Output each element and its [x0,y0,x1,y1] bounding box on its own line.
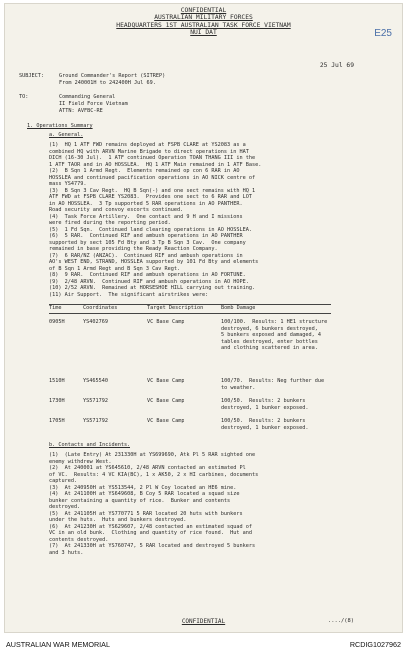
row-2-damage: 100/70. Results: Neg further due to weather. [221,378,325,391]
row-3-damage: 100/50. Results: 2 bunkers destroyed, 1 bunker exposed. [221,398,309,411]
th-coordinates: Coordinates [83,305,118,311]
row-1-time: 0905H [49,319,65,325]
row-1-damage: 100/100. Results: 1 HE1 structure destroyed, 6 bunkers destroyed, 5 bunkers exposed and damaged, 4 tables destroyed, enter bottles and clothing scattered in area. [221,319,328,351]
to-line-1: Commanding General [59,94,116,100]
row-2-target: VC Base Camp [147,378,185,384]
classification-top: CONFIDENTIAL [180,7,227,14]
to-line-2: II Field Force Vietnam [59,101,128,107]
section-1a-title: a. General. [49,132,84,138]
table-rule-bottom [49,313,331,314]
header-line-2: AUSTRALIAN MILITARY FORCES [154,14,253,22]
page-tag: E25 [374,28,392,39]
row-3-time: 1730H [49,398,65,404]
th-damage: Bomb Damage [221,305,256,311]
row-4-coord: YS571792 [83,418,108,424]
document-page [5,4,402,632]
subject-label: SUBJECT: [19,73,44,79]
document-header [5,7,402,37]
header-line-4: NUI DAT [190,29,217,37]
section-1-title: 1. Operations Summary [27,123,93,129]
section-1b-title: b. Contacts and Incidents. [49,442,131,448]
header-line-3: HEADQUARTERS 1ST AUSTRALIAN TASK FORCE VIETNAM [116,21,291,29]
general-paragraphs: (1) HQ 1 ATF FWD remains deployed at FSPB CLARE at YS2083 as a combined HQ with ARVN Marine Brigade to direct operations in HAT DICH (16-30 Jul). 1 ATF continued Operation TOAN THANG III in the 1 ATF TAOR and in AO HOSSLEA. HQ 1 ATF Main remained in 1 ATF Base. (2) B Sqn 1 Armd Regt. Elements remained op con 6 RAR in AO HOSSLEA and continued pacification operations in AO NICK centre of mass YS4779. (3) B Sqn 3 Cav Regt. HQ B Sqn(-) and one sect remains with HQ 1 ATF FWD at FSPB CLARE YS2083. Provides one sect to 6 RAR and LOT in AO HOSSLEA. 3 Tp supported 5 RAR operations in AO PANTHER. Road security and convoy escorts continued. (4) Task Force Artillery. One contact and 9 H and I missions were fired during the reporting period. (5) 1 Fd Sqn. Continued land clearing operations in AO HOSSLEA. (6) 5 RAR. Continued RIF and ambush operations in AO PANTHER supported by sect 105 Fd Bty and 3 Tp B Sqn 3 Cav. One company remained in base providing the Ready Reaction Company. (7) 6 RAR/NZ (ANZAC). Continued RIF and ambush operations in AO's WEST END, STRAND, HOSSLEA supported by 101 Fd Bty and elements of B Sqn 1 Armd Regt and B Sqn 3 Cav Regt. (8) 9 RAR. Continued RIF and ambush operations in AO FORTUNE. (9) 2/48 ARVN. Continued RIF and ambush operations in AO HOPE. (10) 2/52 ARVN. Remained at HORSESHOE HILL carrying out training. (11) Air Support. The significant airstrikes were: [49,142,262,298]
archive-id: RCDIG1027962 [349,640,401,649]
th-time: Time [49,305,62,311]
row-3-target: VC Base Camp [147,398,185,404]
row-2-coord: YS465540 [83,378,108,384]
row-4-damage: 100/50. Results: 2 bunkers destroyed, 1 bunker exposed. [221,418,309,431]
to-label: TO: [19,94,29,100]
row-2-time: 1510H [49,378,65,384]
row-3-coord: YS571792 [83,398,108,404]
subject-line-2: From 240001H to 242400H Jul 69. [59,80,156,86]
archive-name: AUSTRALIAN WAR MEMORIAL [6,640,110,649]
contacts-paragraphs: (1) (Late Entry) At 231330H at YS699690, Atk Pl 5 RAR sighted one enemy withdrew West. (2) At 240001 at YS645610, 2/48 ARVN contacted an estimated Pl of VC. Results: 4 VC KIA(BC), 1 x AK50, 2 x HI carbines, documents captured. (3) At 240950H at YS513544, 2 Pl W Coy located an HE6 mine. (4) At 241100H at YS649608, B Coy 5 RAR located a squad size bunker containing a quantity of rice. Bunker and contents destroyed. (5) At 241105H at YS770771 5 RAR located 20 huts with bunkers under the huts. Huts and bunkers destroyed. (6) At 241230H at YS629607, 2/48 contacted an estimated squad of VC in an old bunk. Clothing and quantity of rice found. Hut and contents destroyed. (7) At 241330H at YS760747, 5 RAR located and destroyed 5 bunkers and 3 huts. [49,452,259,556]
to-line-3: ATTN: AVFBC-RE [59,108,103,114]
classification-bottom: CONFIDENTIAL [181,618,226,625]
row-1-coord: YS402769 [83,319,108,325]
document-date: 25 Jul 69 [319,62,354,69]
th-target: Target Description [147,305,204,311]
row-1-target: VC Base Camp [147,319,185,325]
continuation-marker: ..../(8) [328,618,354,624]
subject-line-1: Ground Commander's Report (SITREP) [59,73,166,79]
row-4-target: VC Base Camp [147,418,185,424]
row-4-time: 1705H [49,418,65,424]
